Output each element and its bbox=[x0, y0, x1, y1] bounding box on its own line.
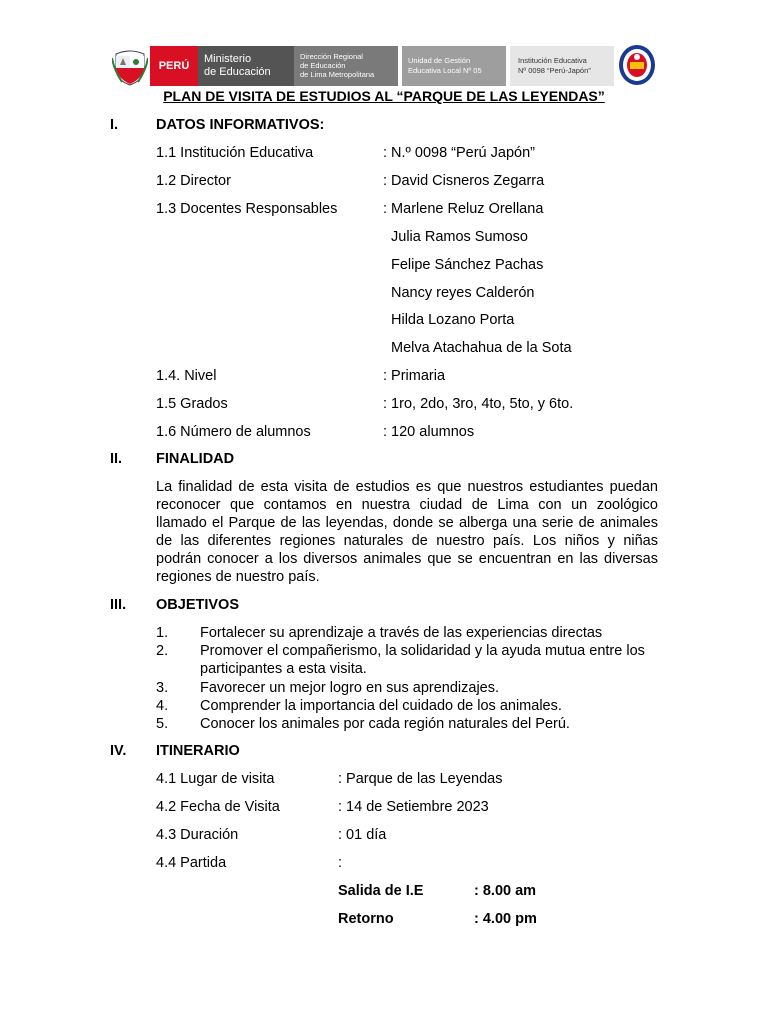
field-label: 1.4. Nivel bbox=[156, 368, 217, 384]
field-value: : Primaria bbox=[383, 368, 446, 384]
peru-coat-of-arms-icon bbox=[112, 48, 148, 86]
field-label: 1.5 Grados bbox=[156, 396, 228, 412]
dre-block: Dirección Regional de Educación de Lima Metropolitana bbox=[294, 46, 398, 86]
field-label: 1.2 Director bbox=[156, 173, 231, 189]
objective-number: 3. bbox=[156, 680, 169, 696]
schedule-value: : 8.00 am bbox=[474, 883, 537, 899]
field-label: 4.4 Partida bbox=[156, 855, 227, 871]
teacher-name: Hilda Lozano Porta bbox=[391, 312, 515, 328]
section-heading: FINALIDAD bbox=[156, 451, 235, 467]
field-value: : Parque de las Leyendas bbox=[338, 771, 503, 787]
objective-text: Favorecer un mejor logro en sus aprendizajes. bbox=[200, 680, 500, 696]
field-value: : 120 alumnos bbox=[383, 424, 475, 440]
objective-number: 1. bbox=[156, 625, 169, 641]
teacher-name: Julia Ramos Sumoso bbox=[391, 229, 528, 245]
field-label: 4.3 Duración bbox=[156, 827, 239, 843]
section-number: IV. bbox=[110, 743, 127, 759]
objective-text: Fortalecer su aprendizaje a través de las experiencias directas bbox=[200, 625, 603, 641]
objective-text: Comprender la importancia del cuidado de los animales. bbox=[200, 698, 562, 714]
objective-text: Promover el compañerismo, la solidaridad y la ayuda mutua entre los participantes a esta visita. bbox=[200, 643, 645, 677]
schedule-label: Retorno bbox=[338, 911, 394, 927]
objective-number: 4. bbox=[156, 698, 169, 714]
section-heading: DATOS INFORMATIVOS: bbox=[156, 117, 325, 133]
field-value: : N.º 0098 “Perú Japón” bbox=[383, 145, 535, 161]
section-heading: OBJETIVOS bbox=[156, 597, 239, 613]
ministry-name: Ministerio de Educación bbox=[204, 53, 271, 78]
objective-text: Conocer los animales por cada región naturales del Perú. bbox=[200, 716, 570, 732]
schedule-value: : 4.00 pm bbox=[474, 911, 537, 927]
header-banner bbox=[112, 44, 657, 88]
schedule-label: Salida de I.E bbox=[338, 883, 424, 899]
field-label: 4.2 Fecha de Visita bbox=[156, 799, 280, 815]
field-value: : bbox=[338, 855, 343, 871]
field-value: : 01 día bbox=[338, 827, 387, 843]
objective-number: 2. bbox=[156, 643, 169, 659]
teacher-name: Nancy reyes Calderón bbox=[391, 285, 535, 301]
field-value: : 1ro, 2do, 3ro, 4to, 5to, y 6to. bbox=[383, 396, 574, 412]
teacher-name: Felipe Sánchez Pachas bbox=[391, 257, 544, 273]
section-number: III. bbox=[110, 597, 127, 613]
field-label: 1.6 Número de alumnos bbox=[156, 424, 311, 440]
document-title: PLAN DE VISITA DE ESTUDIOS AL “PARQUE DE LAS LEYENDAS” bbox=[163, 88, 605, 104]
section-number: II. bbox=[110, 451, 123, 467]
field-label: 1.1 Institución Educativa bbox=[156, 145, 314, 161]
ministry-block bbox=[150, 46, 312, 86]
field-label: 1.3 Docentes Responsables bbox=[156, 201, 338, 217]
section-number: I. bbox=[110, 117, 119, 133]
field-value: : David Cisneros Zegarra bbox=[383, 173, 545, 189]
ugel-block: Unidad de Gestión Educativa Local Nº 05 bbox=[402, 46, 506, 86]
teacher-name: Melva Atachahua de la Sota bbox=[391, 340, 572, 356]
section-heading: ITINERARIO bbox=[156, 743, 240, 759]
purpose-paragraph: La finalidad de esta visita de estudios es que nuestros estudiantes puedan reconocer que contamos en nuestra ciudad de Lima con un zoológico llamado el Parque de las leyendas, donde se alberga una serie de animales de las diferentes regiones naturales de nuestro país. Los niños y niñas podrán conocer a los diversos animales que se encuentran en las diversas regiones de nuestro país. bbox=[156, 479, 658, 585]
field-label: 4.1 Lugar de visita bbox=[156, 771, 275, 787]
school-block: Institución Educativa Nº 0098 “Perú-Japón” bbox=[510, 46, 614, 86]
field-value: : Marlene Reluz Orellana bbox=[383, 201, 544, 217]
peru-label: PERÚ bbox=[150, 46, 198, 86]
school-seal-icon bbox=[618, 44, 656, 86]
objective-number: 5. bbox=[156, 716, 169, 732]
field-value: : 14 de Setiembre 2023 bbox=[338, 799, 489, 815]
